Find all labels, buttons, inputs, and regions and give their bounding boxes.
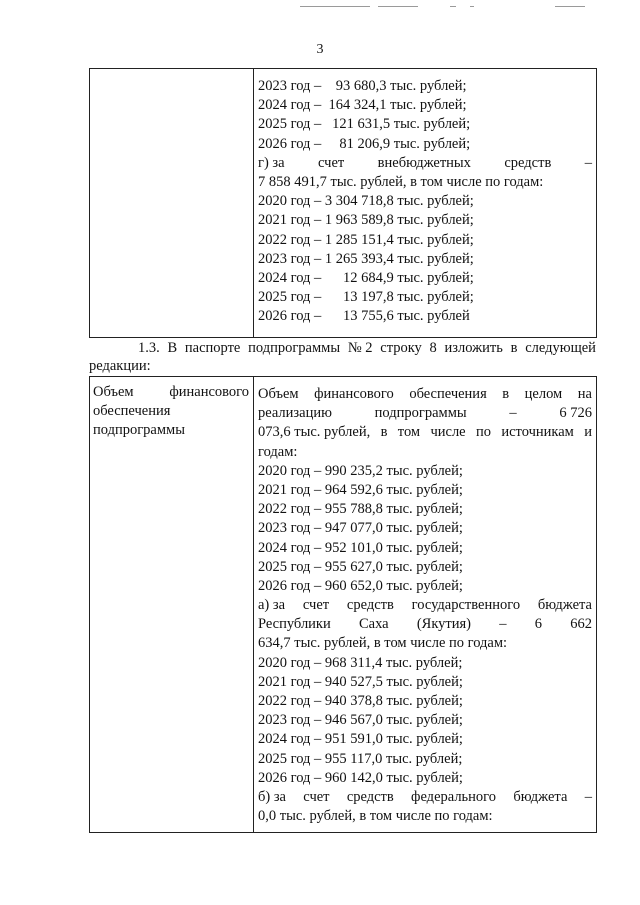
word: финансового bbox=[314, 386, 394, 402]
word: В bbox=[167, 340, 178, 356]
table-1-line: 2023 год – 93 680,3 тыс. рублей; bbox=[258, 78, 467, 94]
word: в bbox=[502, 386, 510, 402]
word: счет bbox=[318, 154, 345, 171]
word: в bbox=[380, 424, 388, 441]
word: средств bbox=[346, 597, 394, 614]
table-2-right-line: 2021 год – 964 592,6 тыс. рублей; bbox=[258, 481, 463, 498]
word: 6 bbox=[534, 616, 542, 633]
table-2-left-line bbox=[93, 383, 249, 402]
table-1-line: 2023 год – 1 265 393,4 тыс. рублей; bbox=[258, 250, 474, 267]
table-2-right-line: 2020 год – 990 235,2 тыс. рублей; bbox=[258, 462, 463, 479]
word: изложить bbox=[444, 340, 503, 356]
word: а) за bbox=[258, 597, 286, 614]
word: целом bbox=[524, 386, 563, 402]
table-2-right-line: 2026 год – 960 652,0 тыс. рублей; bbox=[258, 577, 463, 594]
word: Республики bbox=[258, 616, 331, 633]
table-2-right-line bbox=[258, 404, 592, 423]
table-1-line: 2024 год – 12 684,9 тыс. рублей; bbox=[258, 269, 474, 286]
table-1-right-cell bbox=[258, 77, 592, 326]
table-2-right-line: 2023 год – 947 077,0 тыс. рублей; bbox=[258, 520, 463, 537]
word: 6 726 bbox=[559, 405, 592, 422]
word: реализацию bbox=[258, 405, 332, 422]
table-1-line: 7 858 491,7 тыс. рублей, в том числе по годам: bbox=[258, 173, 544, 190]
word: 1.3. bbox=[138, 340, 160, 356]
table-1-line: 2020 год – 3 304 718,8 тыс. рублей; bbox=[258, 193, 474, 210]
word: Саха bbox=[358, 616, 389, 633]
table-1-line bbox=[258, 154, 592, 173]
word: 8 bbox=[429, 340, 437, 356]
word: федерального bbox=[411, 788, 497, 805]
table-2-left-line: обеспечения bbox=[93, 403, 171, 420]
paragraph-1-3 bbox=[89, 339, 596, 375]
word: по bbox=[475, 424, 491, 441]
table-1-line: 2026 год – 81 206,9 тыс. рублей; bbox=[258, 135, 471, 152]
table-2-right-line: 0,0 тыс. рублей, в том числе по годам: bbox=[258, 808, 493, 825]
word: г) за bbox=[258, 154, 285, 171]
word: Объем bbox=[93, 384, 134, 400]
word: Объем bbox=[258, 386, 299, 402]
table-2-left-line: подпрограммы bbox=[93, 422, 185, 439]
table-1-column-divider bbox=[253, 68, 254, 338]
word: средств bbox=[504, 154, 552, 171]
word: – bbox=[499, 616, 507, 633]
word: финансового bbox=[169, 384, 249, 400]
table-2-right-line: 634,7 тыс. рублей, в том числе по годам: bbox=[258, 635, 508, 652]
word: строку bbox=[380, 340, 422, 356]
word: счет bbox=[303, 788, 330, 805]
word: № 2 bbox=[347, 340, 373, 356]
table-2-right-line: годам: bbox=[258, 443, 298, 460]
word: числе bbox=[430, 424, 466, 441]
word: на bbox=[577, 386, 592, 402]
word: – bbox=[509, 405, 517, 422]
table-2-right-line: 2026 год – 960 142,0 тыс. рублей; bbox=[258, 769, 463, 786]
word: обеспечения bbox=[409, 386, 487, 402]
word: бюджета bbox=[513, 788, 568, 805]
table-1-line: 2021 год – 1 963 589,8 тыс. рублей; bbox=[258, 212, 474, 229]
word: бюджета bbox=[537, 597, 592, 614]
table-2-right-line: 2025 год – 955 117,0 тыс. рублей; bbox=[258, 750, 463, 767]
table-1-line: 2025 год – 121 631,5 тыс. рублей; bbox=[258, 116, 471, 133]
page-number: 3 bbox=[316, 42, 324, 57]
table-2-right-line: 2020 год – 968 311,4 тыс. рублей; bbox=[258, 654, 463, 671]
table-2-column-divider bbox=[253, 376, 254, 833]
table-2-right-line bbox=[258, 615, 592, 634]
word: (Якутия) bbox=[416, 616, 472, 633]
word: том bbox=[397, 424, 421, 441]
table-2-right-cell bbox=[258, 385, 592, 826]
word: средств bbox=[346, 788, 394, 805]
word: в bbox=[510, 340, 518, 356]
table-2-right-line: 2021 год – 940 527,5 тыс. рублей; bbox=[258, 673, 463, 690]
word: следующей bbox=[525, 340, 596, 356]
table-1-line: 2025 год – 13 197,8 тыс. рублей; bbox=[258, 289, 474, 306]
word: 073,6 тыс. рублей, bbox=[258, 424, 371, 441]
table-2-right-line bbox=[258, 385, 592, 404]
word: государственного bbox=[411, 597, 521, 614]
paragraph-line-1 bbox=[97, 339, 596, 357]
table-2-right-line: 2024 год – 952 101,0 тыс. рублей; bbox=[258, 539, 463, 556]
table-2-right-line bbox=[258, 788, 592, 807]
word: и bbox=[584, 424, 592, 441]
word: внебюджетных bbox=[377, 154, 471, 171]
table-2-left-cell bbox=[93, 383, 249, 441]
table-1-line: 2024 год – 164 324,1 тыс. рублей; bbox=[258, 97, 467, 114]
table-2-right-line: 2023 год – 946 567,0 тыс. рублей; bbox=[258, 712, 463, 729]
table-2-right-line: 2025 год – 955 627,0 тыс. рублей; bbox=[258, 558, 463, 575]
word: – bbox=[584, 788, 592, 805]
word: источникам bbox=[501, 424, 574, 441]
word: – bbox=[584, 154, 592, 171]
table-2-right-line: 2022 год – 955 788,8 тыс. рублей; bbox=[258, 501, 463, 518]
paragraph-line-2: редакции: bbox=[89, 358, 151, 374]
table-1-line: 2026 год – 13 755,6 тыс. рублей bbox=[258, 308, 470, 325]
word: б) за bbox=[258, 788, 286, 805]
word: подпрограммы bbox=[374, 405, 467, 422]
word: подпрограммы bbox=[248, 340, 341, 356]
word: счет bbox=[302, 597, 330, 614]
table-2-right-line: 2024 год – 951 591,0 тыс. рублей; bbox=[258, 731, 463, 748]
table-2-right-line bbox=[258, 423, 592, 442]
table-2-right-line bbox=[258, 596, 592, 615]
table-1-line: 2022 год – 1 285 151,4 тыс. рублей; bbox=[258, 231, 474, 248]
word: паспорте bbox=[184, 340, 241, 356]
scan-marks bbox=[300, 6, 590, 12]
table-2-right-line: 2022 год – 940 378,8 тыс. рублей; bbox=[258, 693, 463, 709]
word: 662 bbox=[570, 616, 592, 633]
